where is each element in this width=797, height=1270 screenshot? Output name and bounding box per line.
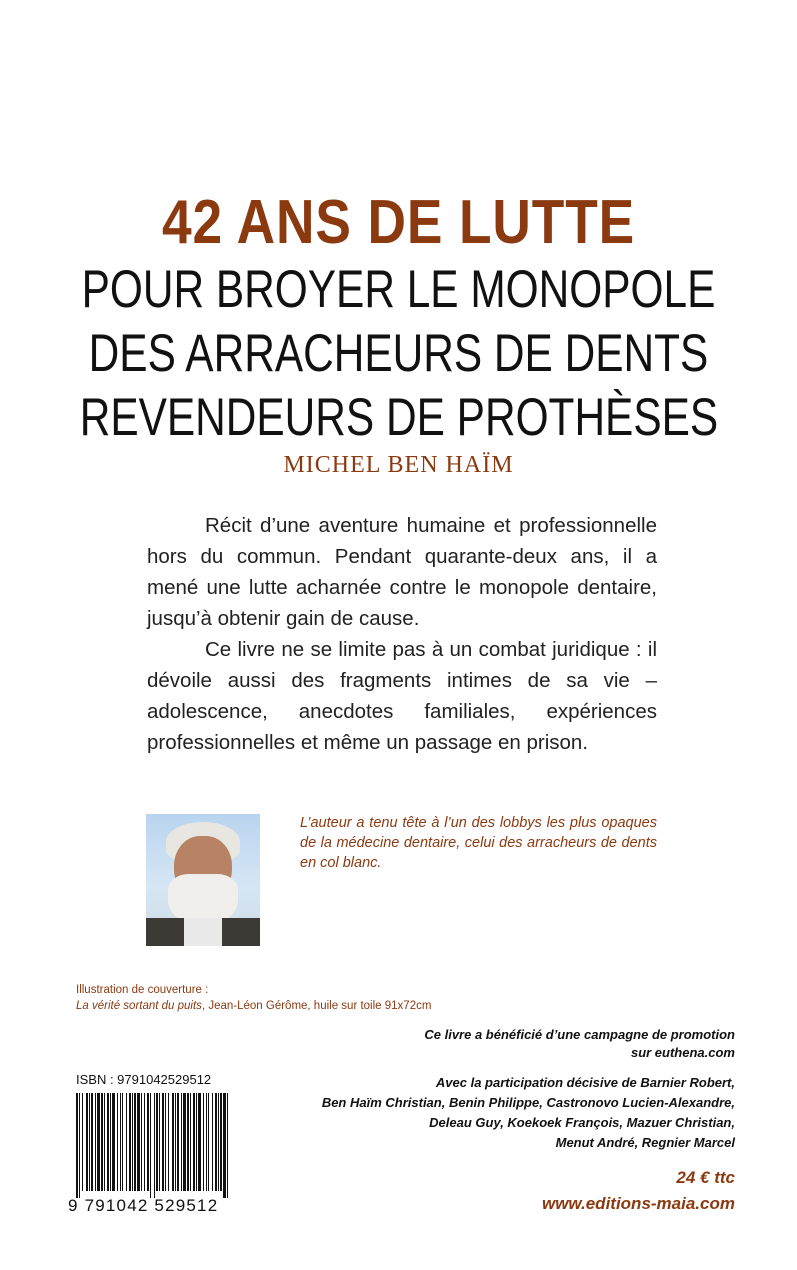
title-main: 42 ANS DE LUTTE [161,188,636,257]
price: 24 € ttc [676,1168,735,1187]
illustration-work [76,998,576,1014]
barcode [76,1093,228,1198]
title-subtitle [80,258,718,450]
blurb-paragraph: Ce livre ne se limite pas à un combat juridique : il dévoile aussi des fragments intimes de sa vie – adolescence, anecdotes familiales, expériences professionnelles et même un passage en prison. [147,638,657,754]
illustration-title: La vérité sortant du puits [76,1000,202,1012]
participation-line: Ben Haïm Christian, Benin Philippe, Castronovo Lucien-Alexandre, [321,1095,735,1110]
publisher-website: www.editions-maia.com [541,1194,735,1213]
author-name: MICHEL BEN HAÏM [283,452,514,478]
participation-credits [275,1073,735,1153]
isbn-label: ISBN : 9791042529512 [76,1072,212,1087]
subtitle-line: POUR BROYER LE MONOPOLE [81,260,716,319]
promotion-line: sur euthena.com [630,1045,735,1060]
promotion-line: Ce livre a bénéficié d’une campagne de promotion [424,1027,735,1042]
blurb-paragraph: Récit d’une aventure humaine et professionnelle hors du commun. Pendant quarante-deux ans, il a mené une lutte acharnée contre le monopole dentaire, jusqu’à obtenir gain de cause. [147,514,657,630]
participation-line: Deleau Guy, Koekoek François, Mazuer Christian, [429,1115,735,1130]
subtitle-line: DES ARRACHEURS DE DENTS [88,324,709,383]
illustration-credit [76,982,576,1014]
blurb [147,510,657,758]
promotion-note [315,1026,735,1062]
illustration-details: , Jean-Léon Gérôme, huile sur toile 91x72cm [201,1000,432,1012]
participation-line: Menut André, Regnier Marcel [555,1135,735,1150]
participation-line: Avec la participation décisive de Barnier Robert, [435,1075,735,1090]
illustration-label: Illustration de couverture : [76,984,209,996]
author-quote: L’auteur a tenu tête à l’un des lobbys les plus opaques de la médecine dentaire, celui des arracheurs de dents en col blanc. [300,815,657,871]
author-photo [146,814,260,946]
subtitle-line: REVENDEURS DE PROTHÈSES [79,388,719,447]
barcode-digits: 9 791042 529512 [68,1196,219,1215]
